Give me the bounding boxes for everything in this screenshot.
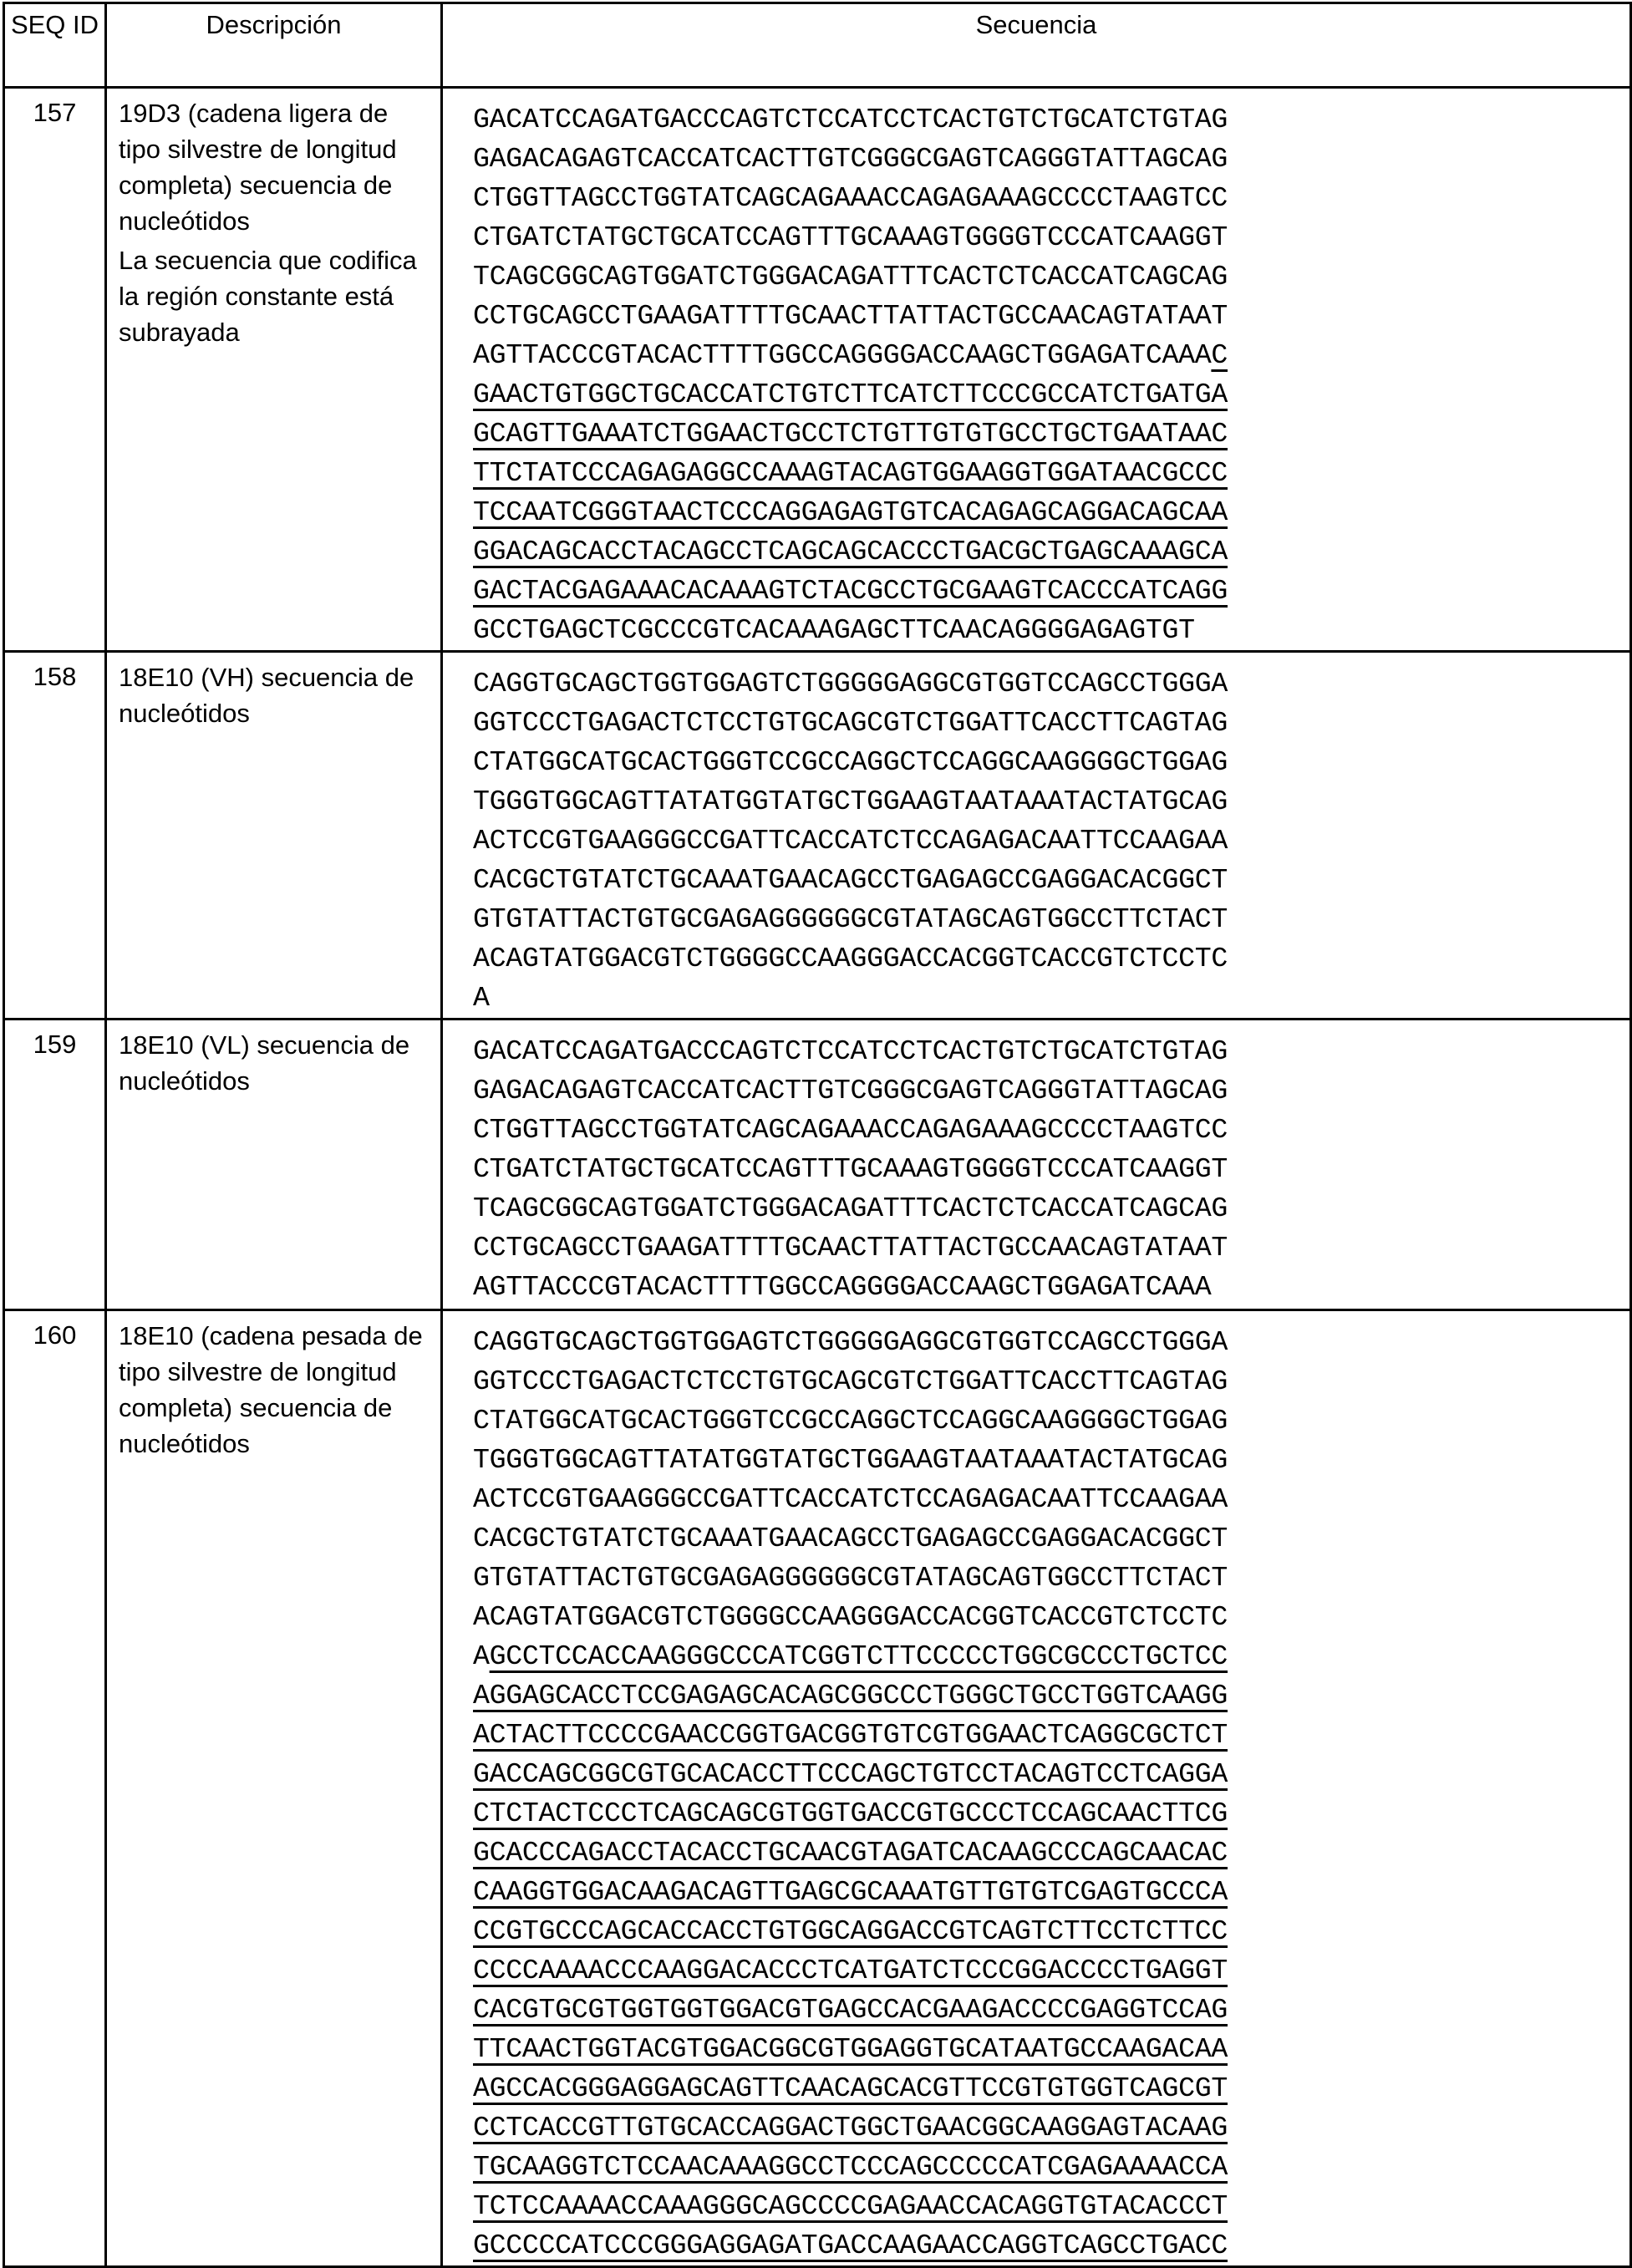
sequence-constant-segment: GACTACGAGAAACACAAAGTCTACGCCTGCGAAGTCACCCATCAGG xyxy=(473,575,1228,607)
sequence-line xyxy=(473,100,1629,140)
sequence-variable-segment: GACATCCAGATGACCCAGTCTCCATCCTCACTGTCTGCATCTGTAG xyxy=(473,104,1228,135)
sequence-variable-segment: A xyxy=(473,1640,490,1672)
sequence-line xyxy=(473,1362,1629,1401)
sequence-constant-segment: GCAGTTGAAATCTGGAACTGCCTCTGTTGTGTGCCTGCTGAATAAC xyxy=(473,418,1228,450)
sequence-line xyxy=(473,1559,1629,1598)
sequence-line xyxy=(473,1071,1629,1111)
sequence-line xyxy=(473,454,1629,493)
sequence-constant-segment: AGGAGCACCTCCGAGAGCACAGCGGCCCTGGGCTGCCTGGTCAAGG xyxy=(473,1680,1228,1711)
sequence-line xyxy=(473,140,1629,179)
sequence-cell xyxy=(442,652,1631,1020)
sequence-line xyxy=(473,1794,1629,1833)
sequence-variable-segment: GACATCCAGATGACCCAGTCTCCATCCTCACTGTCTGCATCTGTAG xyxy=(473,1035,1228,1067)
sequence-line xyxy=(473,257,1629,297)
sequence-constant-segment: CCCCAAAACCCAAGGACACCCTCATGATCTCCCGGACCCCTGAGGT xyxy=(473,1955,1228,1986)
sequence-constant-segment: CCTCACCGTTGTGCACCAGGACTGGCTGAACGGCAAGGAGTACAAG xyxy=(473,2112,1228,2143)
description-cell xyxy=(106,652,442,1020)
sequence-constant-segment: TCTCCAAAACCAAAGGGCAGCCCCGAGAACCACAGGTGTACACCCT xyxy=(473,2190,1228,2222)
sequence-variable-segment: CTGGTTAGCCTGGTATCAGCAGAAACCAGAGAAAGCCCCTAAGTCC xyxy=(473,182,1228,214)
sequence-line xyxy=(473,1401,1629,1441)
sequence-line xyxy=(473,1598,1629,1637)
sequence-line xyxy=(473,1676,1629,1716)
sequence-line xyxy=(473,1111,1629,1150)
sequence-line xyxy=(473,493,1629,532)
sequence-line xyxy=(473,1480,1629,1519)
sequence-variable-segment: ACTCCGTGAAGGGCCGATTCACCATCTCCAGAGACAATTCCAAGAA xyxy=(473,1483,1228,1515)
sequence-constant-segment: GAACTGTGGCTGCACCATCTGTCTTCATCTTCCCGCCATCTGATGA xyxy=(473,379,1228,410)
sequence-line xyxy=(473,336,1629,375)
sequence-line xyxy=(473,1228,1629,1268)
seq-id-cell: 160 xyxy=(4,1310,106,2267)
sequence-constant-segment: TCCAATCGGGTAACTCCCAGGAGAGTGTCACAGAGCAGGACAGCAA xyxy=(473,496,1228,528)
sequence-line xyxy=(473,218,1629,257)
sequence-constant-segment: GCCTCCACCAAGGGCCCATCGGTCTTCCCCCTGGCGCCCTGCTCC xyxy=(489,1640,1228,1672)
description-cell xyxy=(106,88,442,652)
description-text: 18E10 (VH) secuencia de nucleótidos xyxy=(119,663,414,728)
sequence-variable-segment: ACAGTATGGACGTCTGGGGCCAAGGGACCACGGTCACCGTCTCCTC xyxy=(473,1601,1228,1633)
sequence-line xyxy=(473,2069,1629,2108)
sequence-line xyxy=(473,532,1629,572)
seq-id-cell: 159 xyxy=(4,1020,106,1310)
sequence-variable-segment: CACGCTGTATCTGCAAATGAACAGCCTGAGAGCCGAGGACACGGCT xyxy=(473,1523,1228,1554)
sequence-constant-segment: AGCCACGGGAGGAGCAGTTCAACAGCACGTTCCGTGTGGTCAGCGT xyxy=(473,2072,1228,2104)
sequence-constant-segment: TGCAAGGTCTCCAACAAAGGCCTCCCAGCCCCCATCGAGAAAACCA xyxy=(473,2151,1228,2183)
sequence-line xyxy=(473,1150,1629,1189)
sequence-line xyxy=(473,1912,1629,1951)
sequence-constant-segment: CTCTACTCCCTCAGCAGCGTGGTGACCGTGCCCTCCAGCAACTTCG xyxy=(473,1798,1228,1829)
sequence-cell xyxy=(442,88,1631,652)
header-seq-id: SEQ ID xyxy=(4,3,106,88)
sequence-constant-segment: GCCCCCATCCCGGGAGGAGATGACCAAGAACCAGGTCAGCCTGACC xyxy=(473,2230,1228,2261)
sequence-variable-segment: TGGGTGGCAGTTATATGGTATGCTGGAAGTAATAAATACTATGCAG xyxy=(473,786,1228,817)
sequence-line xyxy=(473,2148,1629,2187)
sequence-constant-segment: C xyxy=(1211,339,1228,371)
sequence-line xyxy=(473,1991,1629,2030)
sequence-variable-segment: GGTCCCTGAGACTCTCCTGTGCAGCGTCTGGATTCACCTTCAGTAG xyxy=(473,1365,1228,1397)
sequence-variable-segment: TGGGTGGCAGTTATATGGTATGCTGGAAGTAATAAATACTATGCAG xyxy=(473,1444,1228,1476)
sequence-line xyxy=(473,1189,1629,1228)
sequence-variable-segment: CTGATCTATGCTGCATCCAGTTTGCAAAGTGGGGTCCCATCAAGGT xyxy=(473,221,1228,253)
sequence-line xyxy=(473,1716,1629,1755)
sequence-constant-segment: TTCTATCCCAGAGAGGCCAAAGTACAGTGGAAGGTGGATAACGCCC xyxy=(473,457,1228,489)
sequence-variable-segment: GCCTGAGCTCGCCCGTCACAAAGAGCTTCAACAGGGGAGAGTGT xyxy=(473,614,1195,646)
description-text: 19D3 (cadena ligera de tipo silvestre de longitud completa) secuencia de nucleótidos xyxy=(119,99,397,236)
sequence-constant-segment: TTCAACTGGTACGTGGACGGCGTGGAGGTGCATAATGCCAAGACAA xyxy=(473,2033,1228,2065)
sequence-constant-segment: GGACAGCACCTACAGCCTCAGCAGCACCCTGACGCTGAGCAAAGCA xyxy=(473,536,1228,567)
table-body xyxy=(4,88,1631,2267)
sequence-line xyxy=(473,821,1629,861)
sequence-variable-segment: AGTTACCCGTACACTTTTGGCCAGGGGACCAAGCTGGAGATCAAA xyxy=(473,339,1212,371)
sequence-line xyxy=(473,297,1629,336)
table-row xyxy=(4,652,1631,1020)
sequence-line xyxy=(473,2226,1629,2265)
sequence-line xyxy=(473,939,1629,979)
seq-id-cell: 157 xyxy=(4,88,106,652)
sequence-variable-segment: ACTCCGTGAAGGGCCGATTCACCATCTCCAGAGACAATTCCAAGAA xyxy=(473,825,1228,857)
sequence-line xyxy=(473,572,1629,611)
sequence-variable-segment: GAGACAGAGTCACCATCACTTGTCGGGCGAGTCAGGGTATTAGCAG xyxy=(473,1075,1228,1106)
sequence-constant-segment: CACGTGCGTGGTGGTGGACGTGAGCCACGAAGACCCCGAGGTCCAG xyxy=(473,1994,1228,2026)
sequence-line xyxy=(473,375,1629,414)
sequence-line xyxy=(473,1951,1629,1991)
sequence-variable-segment: CCTGCAGCCTGAAGATTTTGCAACTTATTACTGCCAACAGTATAAT xyxy=(473,1232,1228,1264)
sequence-constant-segment: CAAGGTGGACAAGACAGTTGAGCGCAAATGTTGTGTCGAGTGCCCA xyxy=(473,1876,1228,1908)
sequence-cell xyxy=(442,1310,1631,2267)
sequence-line xyxy=(473,179,1629,218)
sequence-line xyxy=(473,611,1629,650)
sequence-line xyxy=(473,2030,1629,2069)
sequence-variable-segment: TCAGCGGCAGTGGATCTGGGACAGATTTCACTCTCACCATCAGCAG xyxy=(473,1192,1228,1224)
sequence-line xyxy=(473,1032,1629,1071)
sequence-variable-segment: GGTCCCTGAGACTCTCCTGTGCAGCGTCTGGATTCACCTTCAGTAG xyxy=(473,707,1228,739)
description-text: La secuencia que codifica la región constante está subrayada xyxy=(119,246,417,347)
table-row xyxy=(4,88,1631,652)
sequence-line xyxy=(473,861,1629,900)
sequence-variable-segment: CACGCTGTATCTGCAAATGAACAGCCTGAGAGCCGAGGACACGGCT xyxy=(473,864,1228,896)
sequence-line xyxy=(473,900,1629,939)
sequence-line xyxy=(473,979,1629,1018)
sequence-line xyxy=(473,782,1629,821)
sequence-line xyxy=(473,1441,1629,1480)
sequence-variable-segment: CTATGGCATGCACTGGGTCCGCCAGGCTCCAGGCAAGGGGCTGGAG xyxy=(473,1405,1228,1437)
sequence-variable-segment: AGTTACCCGTACACTTTTGGCCAGGGGACCAAGCTGGAGATCAAA xyxy=(473,1271,1212,1303)
header-row xyxy=(4,3,1631,88)
sequence-line xyxy=(473,1873,1629,1912)
sequence-constant-segment: ACTACTTCCCCGAACCGGTGACGGTGTCGTGGAACTCAGGCGCTCT xyxy=(473,1719,1228,1751)
sequence-variable-segment: CAGGTGCAGCTGGTGGAGTCTGGGGGAGGCGTGGTCCAGCCTGGGA xyxy=(473,1326,1228,1358)
sequence-line xyxy=(473,1637,1629,1676)
seq-id-cell: 158 xyxy=(4,652,106,1020)
sequence-line xyxy=(473,664,1629,704)
sequence-line xyxy=(473,1519,1629,1559)
sequence-line xyxy=(473,414,1629,454)
description-cell xyxy=(106,1310,442,2267)
table-row xyxy=(4,1310,1631,2267)
sequence-line xyxy=(473,1833,1629,1873)
sequence-variable-segment: GTGTATTACTGTGCGAGAGGGGGGCGTATAGCAGTGGCCTTCTACT xyxy=(473,903,1228,935)
sequence-line xyxy=(473,1323,1629,1362)
sequence-variable-segment: A xyxy=(473,982,490,1014)
sequence-variable-segment: ACAGTATGGACGTCTGGGGCCAAGGGACCACGGTCACCGTCTCCTC xyxy=(473,943,1228,974)
sequence-constant-segment: GACCAGCGGCGTGCACACCTTCCCAGCTGTCCTACAGTCCTCAGGA xyxy=(473,1758,1228,1790)
sequence-constant-segment: CCGTGCCCAGCACCACCTGTGGCAGGACCGTCAGTCTTCCTCTTCC xyxy=(473,1915,1228,1947)
header-sequence: Secuencia xyxy=(442,3,1631,88)
sequence-line xyxy=(473,1268,1629,1307)
sequence-variable-segment: CTGGTTAGCCTGGTATCAGCAGAAACCAGAGAAAGCCCCTAAGTCC xyxy=(473,1114,1228,1146)
sequence-constant-segment: GCACCCAGACCTACACCTGCAACGTAGATCACAAGCCCAGCAACAC xyxy=(473,1837,1228,1869)
sequence-table xyxy=(3,2,1632,2268)
sequence-variable-segment: GTGTATTACTGTGCGAGAGGGGGGCGTATAGCAGTGGCCTTCTACT xyxy=(473,1562,1228,1594)
sequence-variable-segment: CTATGGCATGCACTGGGTCCGCCAGGCTCCAGGCAAGGGGCTGGAG xyxy=(473,746,1228,778)
table-row xyxy=(4,1020,1631,1310)
sequence-variable-segment: TCAGCGGCAGTGGATCTGGGACAGATTTCACTCTCACCATCAGCAG xyxy=(473,261,1228,292)
sequence-variable-segment: CTGATCTATGCTGCATCCAGTTTGCAAAGTGGGGTCCCATCAAGGT xyxy=(473,1153,1228,1185)
sequence-line xyxy=(473,2108,1629,2148)
sequence-cell xyxy=(442,1020,1631,1310)
sequence-line xyxy=(473,1755,1629,1794)
sequence-line xyxy=(473,743,1629,782)
header-description: Descripción xyxy=(106,3,442,88)
sequence-variable-segment: CCTGCAGCCTGAAGATTTTGCAACTTATTACTGCCAACAGTATAAT xyxy=(473,300,1228,332)
sequence-variable-segment: GAGACAGAGTCACCATCACTTGTCGGGCGAGTCAGGGTATTAGCAG xyxy=(473,143,1228,175)
description-cell xyxy=(106,1020,442,1310)
description-text: 18E10 (cadena pesada de tipo silvestre de longitud completa) secuencia de nucleótidos xyxy=(119,1321,423,1458)
sequence-line xyxy=(473,704,1629,743)
description-text: 18E10 (VL) secuencia de nucleótidos xyxy=(119,1030,410,1096)
sequence-line xyxy=(473,2187,1629,2226)
sequence-variable-segment: CAGGTGCAGCTGGTGGAGTCTGGGGGAGGCGTGGTCCAGCCTGGGA xyxy=(473,668,1228,699)
